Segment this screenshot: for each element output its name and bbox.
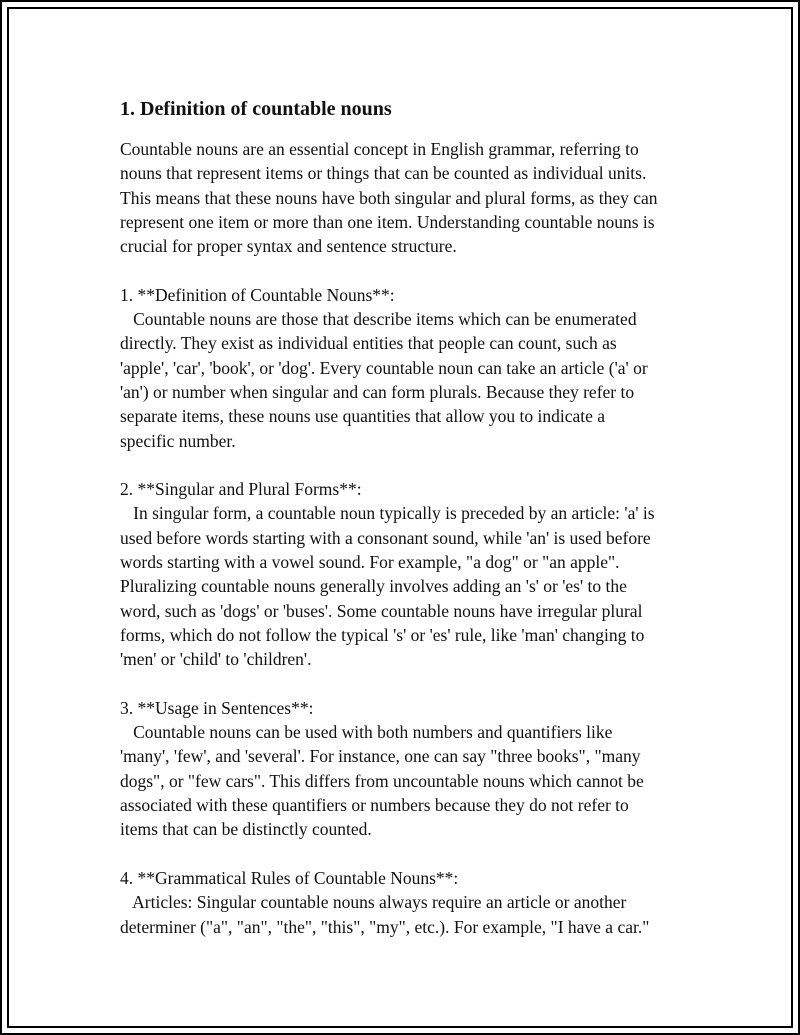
paragraph-gap [120,842,700,866]
text-line: Countable nouns are those that describe items which can be enumerated [120,309,637,330]
text-line: This means that these nouns have both singular and plural forms, as they can [120,187,658,208]
document-body [120,96,700,939]
text-line: word, such as 'dogs' or 'buses'. Some countable nouns have irregular plural [120,600,643,621]
text-line: Countable nouns can be used with both numbers and quantifiers like [120,722,613,743]
text-line: associated with these quantifiers or numbers because they do not refer to [120,795,629,816]
section-heading: 1. Definition of countable nouns [120,98,392,120]
text-line: 'an') or number when singular and can form plurals. Because they refer to [120,381,635,402]
text-line: words starting with a vowel sound. For example, "a dog" or "an apple". [120,552,620,573]
text-line: items that can be distinctly counted. [120,819,372,840]
text-line: used before words starting with a consonant sound, while 'an' is used before [120,527,651,548]
text-line: forms, which do not follow the typical 's' or 'es' rule, like 'man' changing to [120,624,645,645]
text-line: determiner ("a", "an", "the", "this", "my", etc.). For example, "I have a car." [120,916,650,937]
text-line: nouns that represent items or things that can be counted as individual units. [120,163,647,184]
text-line: 'men' or 'child' to 'children'. [120,649,312,670]
subsection-title: 1. **Definition of Countable Nouns**: [120,284,395,305]
text-line: represent one item or more than one item. Understanding countable nouns is [120,211,655,232]
text-line: crucial for proper syntax and sentence structure. [120,236,457,257]
text-line: Articles: Singular countable nouns always require an article or another [120,892,627,913]
text-line: directly. They exist as individual entities that people can count, such as [120,333,617,354]
paragraph-gap [120,258,700,282]
text-line: separate items, these nouns use quantities that allow you to indicate a [120,406,606,427]
paragraph-gap [120,453,700,477]
paragraph-gap [120,672,700,696]
intro-paragraph [120,137,700,939]
text-line: 'many', 'few', and 'several'. For instance, one can say "three books", "many [120,746,641,767]
text-line: dogs", or "few cars". This differs from uncountable nouns which cannot be [120,770,644,791]
text-line: Pluralizing countable nouns generally involves adding an 's' or 'es' to the [120,576,627,597]
text-line: 'apple', 'car', 'book', or 'dog'. Every countable noun can take an article ('a' or [120,357,648,378]
subsection-title: 2. **Singular and Plural Forms**: [120,479,362,500]
text-line: In singular form, a countable noun typically is preceded by an article: 'a' is [120,503,655,524]
text-line: Countable nouns are an essential concept in English grammar, referring to [120,139,639,159]
text-line: specific number. [120,430,236,451]
subsection-title: 4. **Grammatical Rules of Countable Nouns**: [120,867,459,888]
subsection-title: 3. **Usage in Sentences**: [120,697,314,718]
